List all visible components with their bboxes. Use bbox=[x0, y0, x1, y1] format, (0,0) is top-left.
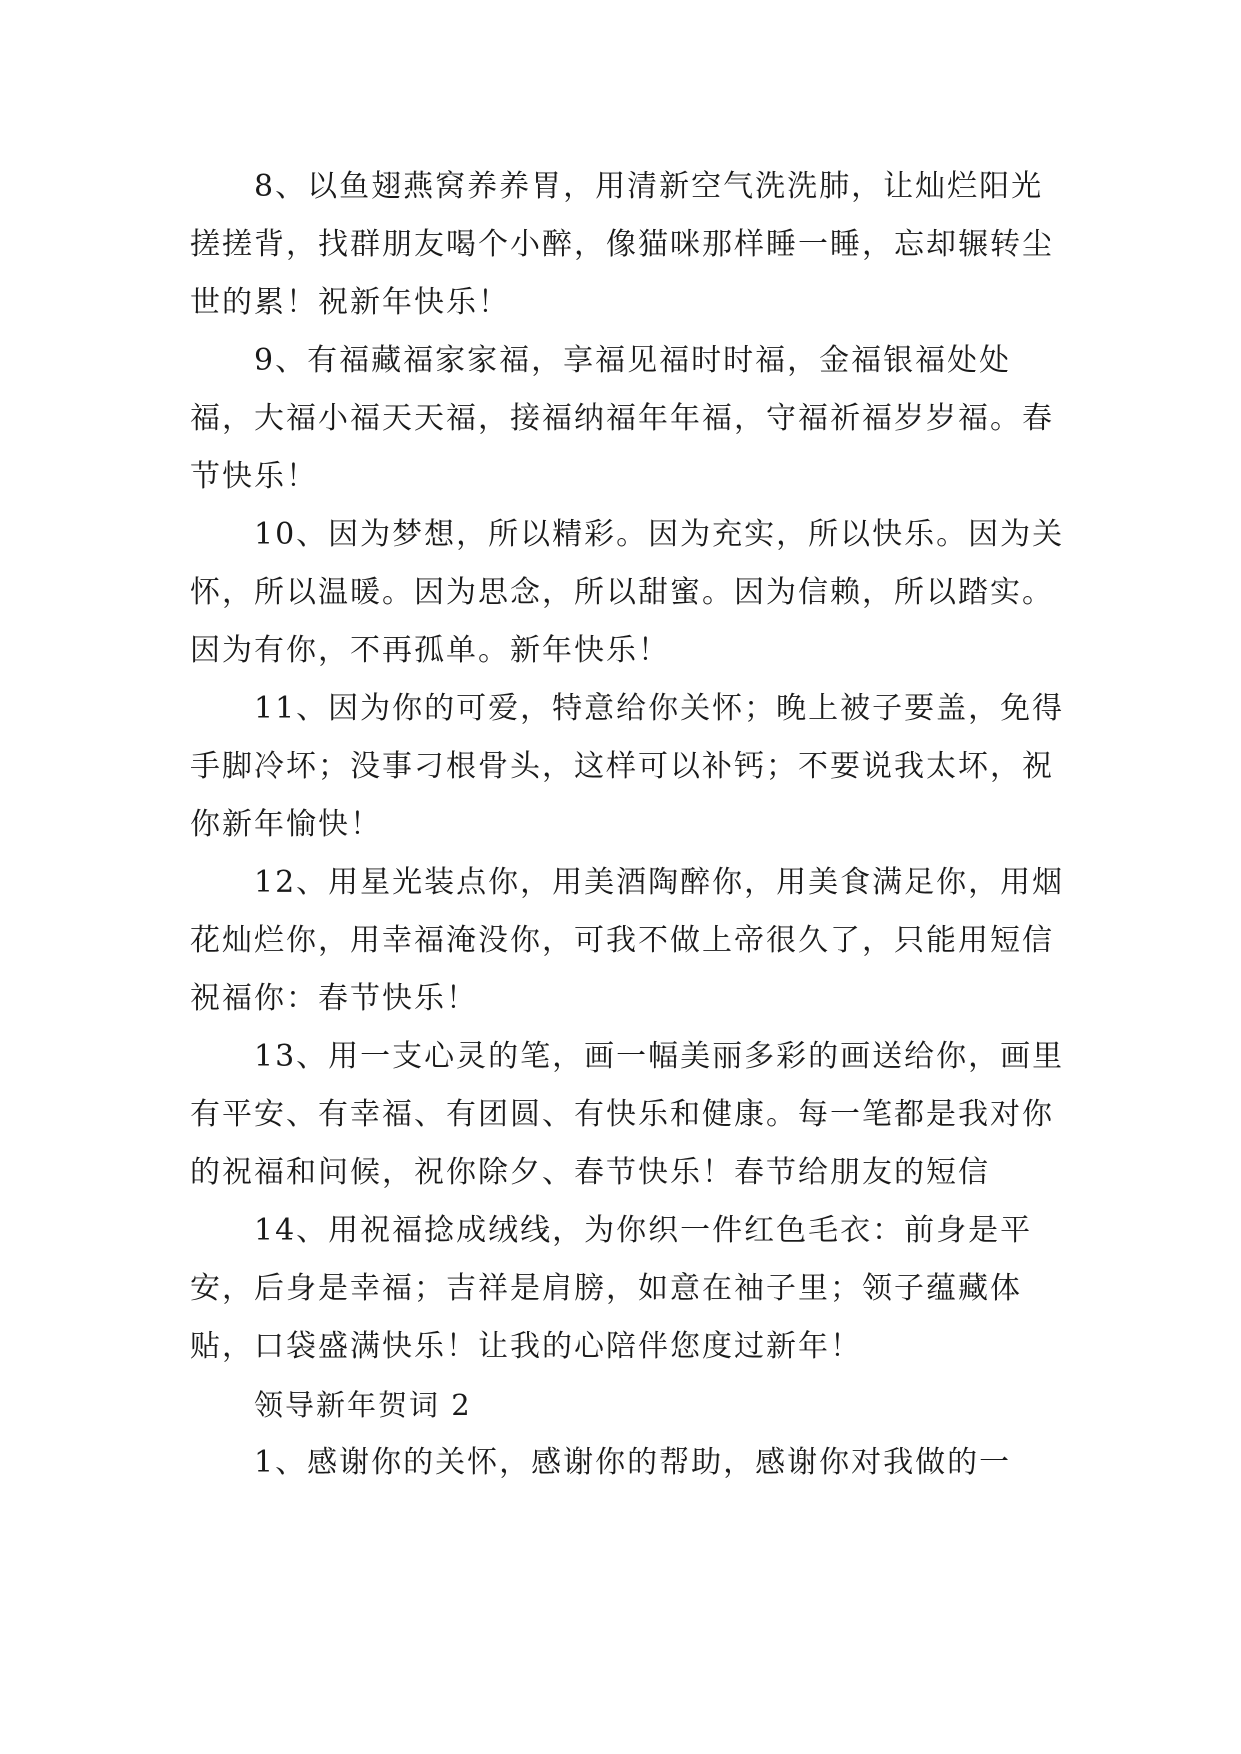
greeting-paragraph-leader-1: 1、感谢你的关怀，感谢你的帮助，感谢你对我做的一 bbox=[254, 1445, 1012, 1480]
section-heading: 领导新年贺词 2 bbox=[254, 1388, 472, 1422]
greeting-paragraph-8: 8、以鱼翅燕窝养养胃，用清新空气洗洗肺，让灿烂阳光搓搓背，找群朋友喝个小醉，像猫咪那样睡一睡，忘却辗转尘世的累！祝新年快乐！ bbox=[190, 169, 1054, 320]
greeting-paragraph-12: 12、用星光装点你，用美酒陶醉你，用美食满足你，用烟花灿烂你，用幸福淹没你，可我不做上帝很久了，只能用短信祝福你：春节快乐！ bbox=[190, 865, 1065, 1016]
greeting-paragraph-13: 13、用一支心灵的笔，画一幅美丽多彩的画送给你，画里有平安、有幸福、有团圆、有快乐和健康。每一笔都是我对你的祝福和问候，祝你除夕、春节快乐！春节给朋友的短信 bbox=[190, 1039, 1065, 1190]
greeting-paragraph-11: 11、因为你的可爱，特意给你关怀；晚上被子要盖，免得手脚冷坏；没事刁根骨头，这样可以补钙；不要说我太坏，祝你新年愉快！ bbox=[190, 691, 1065, 842]
greeting-paragraph-9: 9、有福藏福家家福，享福见福时时福，金福银福处处福，大福小福天天福，接福纳福年年福，守福祈福岁岁福。春节快乐！ bbox=[190, 343, 1054, 494]
greeting-paragraph-14: 14、用祝福捻成绒线，为你织一件红色毛衣：前身是平安，后身是幸福；吉祥是肩膀，如意在袖子里；领子蕴藏体贴，口袋盛满快乐！让我的心陪伴您度过新年！ bbox=[190, 1213, 1033, 1364]
document-body bbox=[190, 158, 1070, 1492]
greeting-paragraph-10: 10、因为梦想，所以精彩。因为充实，所以快乐。因为关怀，所以温暖。因为思念，所以甜蜜。因为信赖，所以踏实。因为有你，不再孤单。新年快乐！ bbox=[190, 517, 1065, 668]
